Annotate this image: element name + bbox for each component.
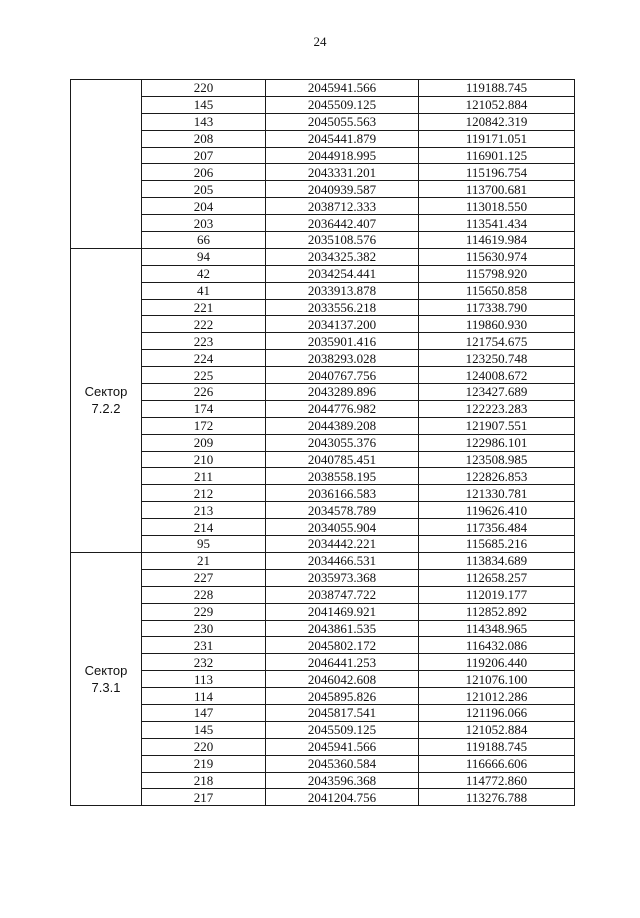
- point-number-cell: 218: [142, 772, 266, 789]
- table-row: [71, 248, 575, 265]
- x-coordinate-cell: 2045441.879: [266, 130, 419, 147]
- point-number-cell: 41: [142, 282, 266, 299]
- table-row: [71, 282, 575, 299]
- x-coordinate-cell: 2045360.584: [266, 755, 419, 772]
- y-coordinate-cell: 119626.410: [419, 502, 575, 519]
- coordinates-table: [70, 79, 575, 806]
- table-row: [71, 637, 575, 654]
- x-coordinate-cell: 2035108.576: [266, 232, 419, 249]
- y-coordinate-cell: 116432.086: [419, 637, 575, 654]
- point-number-cell: 143: [142, 113, 266, 130]
- y-coordinate-cell: 113018.550: [419, 198, 575, 215]
- y-coordinate-cell: 112658.257: [419, 569, 575, 586]
- page-number: 24: [313, 34, 327, 49]
- point-number-cell: 221: [142, 299, 266, 316]
- x-coordinate-cell: 2038293.028: [266, 350, 419, 367]
- table-row: [71, 502, 575, 519]
- table-row: [71, 350, 575, 367]
- y-coordinate-cell: 121330.781: [419, 485, 575, 502]
- x-coordinate-cell: 2043596.368: [266, 772, 419, 789]
- table-row: [71, 333, 575, 350]
- table-row: [71, 755, 575, 772]
- table-row: [71, 603, 575, 620]
- x-coordinate-cell: 2034137.200: [266, 316, 419, 333]
- x-coordinate-cell: 2034325.382: [266, 248, 419, 265]
- y-coordinate-cell: 112852.892: [419, 603, 575, 620]
- x-coordinate-cell: 2034466.531: [266, 552, 419, 569]
- sector-cell: [71, 80, 142, 249]
- x-coordinate-cell: 2043289.896: [266, 384, 419, 401]
- x-coordinate-cell: 2044918.995: [266, 147, 419, 164]
- x-coordinate-cell: 2035901.416: [266, 333, 419, 350]
- table-row: [71, 96, 575, 113]
- point-number-cell: 225: [142, 367, 266, 384]
- y-coordinate-cell: 119171.051: [419, 130, 575, 147]
- table-row: [71, 519, 575, 536]
- point-number-cell: 229: [142, 603, 266, 620]
- point-number-cell: 208: [142, 130, 266, 147]
- y-coordinate-cell: 121196.066: [419, 704, 575, 721]
- table-row: [71, 569, 575, 586]
- y-coordinate-cell: 113700.681: [419, 181, 575, 198]
- x-coordinate-cell: 2043861.535: [266, 620, 419, 637]
- x-coordinate-cell: 2044776.982: [266, 400, 419, 417]
- x-coordinate-cell: 2045941.566: [266, 738, 419, 755]
- point-number-cell: 212: [142, 485, 266, 502]
- table-row: [71, 468, 575, 485]
- sector-label: 7.3.1: [91, 680, 121, 696]
- table-row: [71, 552, 575, 569]
- sector-label: Сектор: [84, 663, 128, 679]
- table-row: [71, 316, 575, 333]
- table-row: [71, 451, 575, 468]
- x-coordinate-cell: 2033913.878: [266, 282, 419, 299]
- point-number-cell: 231: [142, 637, 266, 654]
- point-number-cell: 42: [142, 265, 266, 282]
- y-coordinate-cell: 112019.177: [419, 586, 575, 603]
- y-coordinate-cell: 124008.672: [419, 367, 575, 384]
- y-coordinate-cell: 116666.606: [419, 755, 575, 772]
- point-number-cell: 228: [142, 586, 266, 603]
- point-number-cell: 224: [142, 350, 266, 367]
- x-coordinate-cell: 2046441.253: [266, 654, 419, 671]
- point-number-cell: 227: [142, 569, 266, 586]
- sector-cell: [71, 248, 142, 552]
- table-row: [71, 536, 575, 553]
- y-coordinate-cell: 115650.858: [419, 282, 575, 299]
- x-coordinate-cell: 2034442.221: [266, 536, 419, 553]
- table-row: [71, 113, 575, 130]
- point-number-cell: 145: [142, 721, 266, 738]
- point-number-cell: 205: [142, 181, 266, 198]
- table-row: [71, 400, 575, 417]
- table-row: [71, 789, 575, 806]
- y-coordinate-cell: 119188.745: [419, 80, 575, 97]
- y-coordinate-cell: 113276.788: [419, 789, 575, 806]
- y-coordinate-cell: 115196.754: [419, 164, 575, 181]
- table-row: [71, 721, 575, 738]
- y-coordinate-cell: 123427.689: [419, 384, 575, 401]
- y-coordinate-cell: 113541.434: [419, 215, 575, 232]
- y-coordinate-cell: 123508.985: [419, 451, 575, 468]
- x-coordinate-cell: 2038558.195: [266, 468, 419, 485]
- point-number-cell: 211: [142, 468, 266, 485]
- x-coordinate-cell: 2043331.201: [266, 164, 419, 181]
- point-number-cell: 219: [142, 755, 266, 772]
- y-coordinate-cell: 116901.125: [419, 147, 575, 164]
- x-coordinate-cell: 2036166.583: [266, 485, 419, 502]
- sector-label: 7.2.2: [91, 401, 121, 417]
- y-coordinate-cell: 122986.101: [419, 434, 575, 451]
- point-number-cell: 210: [142, 451, 266, 468]
- table-row: [71, 367, 575, 384]
- y-coordinate-cell: 114348.965: [419, 620, 575, 637]
- x-coordinate-cell: 2045055.563: [266, 113, 419, 130]
- y-coordinate-cell: 113834.689: [419, 552, 575, 569]
- table-row: [71, 215, 575, 232]
- y-coordinate-cell: 115685.216: [419, 536, 575, 553]
- table-row: [71, 384, 575, 401]
- y-coordinate-cell: 115630.974: [419, 248, 575, 265]
- x-coordinate-cell: 2045802.172: [266, 637, 419, 654]
- x-coordinate-cell: 2040767.756: [266, 367, 419, 384]
- table-row: [71, 130, 575, 147]
- point-number-cell: 147: [142, 704, 266, 721]
- x-coordinate-cell: 2038747.722: [266, 586, 419, 603]
- point-number-cell: 214: [142, 519, 266, 536]
- y-coordinate-cell: 119860.930: [419, 316, 575, 333]
- point-number-cell: 213: [142, 502, 266, 519]
- x-coordinate-cell: 2035973.368: [266, 569, 419, 586]
- point-number-cell: 95: [142, 536, 266, 553]
- point-number-cell: 209: [142, 434, 266, 451]
- point-number-cell: 226: [142, 384, 266, 401]
- table-row: [71, 181, 575, 198]
- point-number-cell: 172: [142, 417, 266, 434]
- table-row: [71, 80, 575, 97]
- point-number-cell: 217: [142, 789, 266, 806]
- point-number-cell: 232: [142, 654, 266, 671]
- x-coordinate-cell: 2045941.566: [266, 80, 419, 97]
- y-coordinate-cell: 119206.440: [419, 654, 575, 671]
- sector-cell: [71, 552, 142, 805]
- point-number-cell: 145: [142, 96, 266, 113]
- table-row: [71, 485, 575, 502]
- y-coordinate-cell: 119188.745: [419, 738, 575, 755]
- table-row: [71, 417, 575, 434]
- x-coordinate-cell: 2036442.407: [266, 215, 419, 232]
- x-coordinate-cell: 2034254.441: [266, 265, 419, 282]
- table-row: [71, 434, 575, 451]
- y-coordinate-cell: 120842.319: [419, 113, 575, 130]
- table-row: [71, 147, 575, 164]
- table-row: [71, 265, 575, 282]
- y-coordinate-cell: 115798.920: [419, 265, 575, 282]
- point-number-cell: 21: [142, 552, 266, 569]
- point-number-cell: 230: [142, 620, 266, 637]
- x-coordinate-cell: 2034055.904: [266, 519, 419, 536]
- table-row: [71, 232, 575, 249]
- table-row: [71, 688, 575, 705]
- x-coordinate-cell: 2041469.921: [266, 603, 419, 620]
- table-row: [71, 671, 575, 688]
- point-number-cell: 174: [142, 400, 266, 417]
- point-number-cell: 223: [142, 333, 266, 350]
- y-coordinate-cell: 114772.860: [419, 772, 575, 789]
- x-coordinate-cell: 2045509.125: [266, 96, 419, 113]
- point-number-cell: 113: [142, 671, 266, 688]
- point-number-cell: 207: [142, 147, 266, 164]
- point-number-cell: 203: [142, 215, 266, 232]
- point-number-cell: 66: [142, 232, 266, 249]
- y-coordinate-cell: 114619.984: [419, 232, 575, 249]
- x-coordinate-cell: 2045817.541: [266, 704, 419, 721]
- table-row: [71, 738, 575, 755]
- x-coordinate-cell: 2046042.608: [266, 671, 419, 688]
- point-number-cell: 222: [142, 316, 266, 333]
- x-coordinate-cell: 2045895.826: [266, 688, 419, 705]
- table-row: [71, 586, 575, 603]
- coordinates-table-body: [71, 80, 575, 806]
- table-row: [71, 198, 575, 215]
- x-coordinate-cell: 2040939.587: [266, 181, 419, 198]
- x-coordinate-cell: 2033556.218: [266, 299, 419, 316]
- x-coordinate-cell: 2043055.376: [266, 434, 419, 451]
- x-coordinate-cell: 2040785.451: [266, 451, 419, 468]
- x-coordinate-cell: 2044389.208: [266, 417, 419, 434]
- y-coordinate-cell: 121907.551: [419, 417, 575, 434]
- sector-label: Сектор: [84, 384, 128, 400]
- y-coordinate-cell: 121052.884: [419, 721, 575, 738]
- y-coordinate-cell: 121754.675: [419, 333, 575, 350]
- x-coordinate-cell: 2045509.125: [266, 721, 419, 738]
- point-number-cell: 220: [142, 738, 266, 755]
- point-number-cell: 204: [142, 198, 266, 215]
- table-row: [71, 299, 575, 316]
- point-number-cell: 220: [142, 80, 266, 97]
- y-coordinate-cell: 122223.283: [419, 400, 575, 417]
- point-number-cell: 114: [142, 688, 266, 705]
- y-coordinate-cell: 121012.286: [419, 688, 575, 705]
- y-coordinate-cell: 121052.884: [419, 96, 575, 113]
- y-coordinate-cell: 123250.748: [419, 350, 575, 367]
- table-row: [71, 164, 575, 181]
- x-coordinate-cell: 2034578.789: [266, 502, 419, 519]
- table-row: [71, 654, 575, 671]
- table-row: [71, 620, 575, 637]
- y-coordinate-cell: 117356.484: [419, 519, 575, 536]
- y-coordinate-cell: 117338.790: [419, 299, 575, 316]
- point-number-cell: 206: [142, 164, 266, 181]
- table-row: [71, 772, 575, 789]
- x-coordinate-cell: 2041204.756: [266, 789, 419, 806]
- y-coordinate-cell: 122826.853: [419, 468, 575, 485]
- point-number-cell: 94: [142, 248, 266, 265]
- x-coordinate-cell: 2038712.333: [266, 198, 419, 215]
- y-coordinate-cell: 121076.100: [419, 671, 575, 688]
- table-row: [71, 704, 575, 721]
